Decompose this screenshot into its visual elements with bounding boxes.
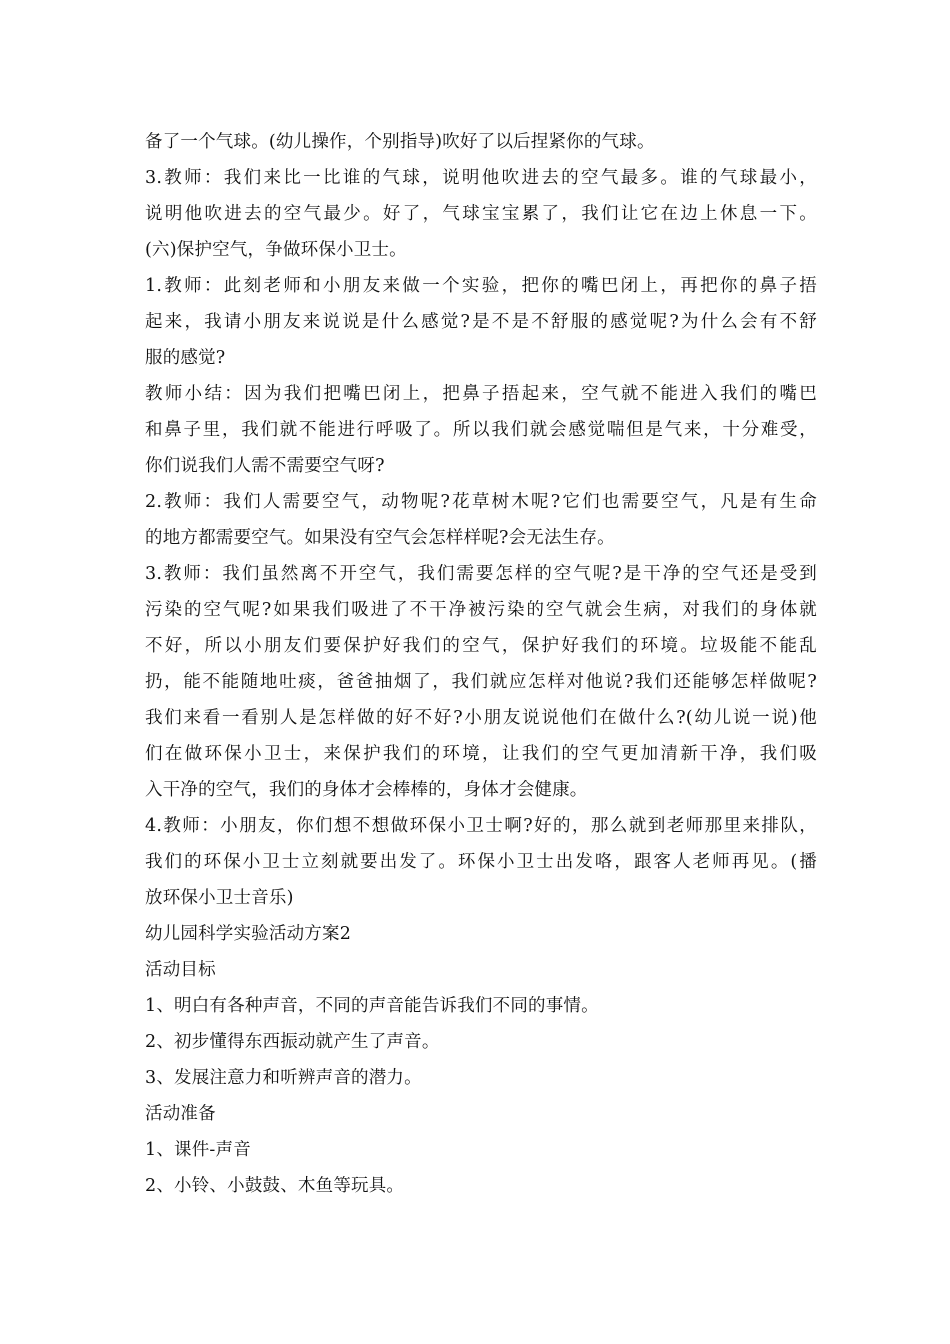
text-line: 4.教师：小朋友，你们想不想做环保小卫士啊?好的，那么就到老师那里来排队，	[145, 816, 817, 836]
text-line: 3.教师：我们虽然离不开空气，我们需要怎样的空气呢?是干净的空气还是受到	[145, 564, 817, 584]
text-line: 教师小结：因为我们把嘴巴闭上，把鼻子捂起来，空气就不能进入我们的嘴巴	[145, 384, 817, 404]
text-line: 污染的空气呢?如果我们吸进了不干净被污染的空气就会生病，对我们的身体就	[145, 600, 817, 620]
text-line: 说明他吹进去的空气最少。好了，气球宝宝累了，我们让它在边上休息一下。	[145, 204, 817, 224]
document-title: 幼儿园科学实验活动方案2	[145, 924, 352, 944]
text-line: 服的感觉?	[145, 348, 226, 368]
list-item: 1、明白有各种声音，不同的声音能告诉我们不同的事情。	[145, 996, 599, 1016]
text-line: 3.教师：我们来比一比谁的气球，说明他吹进去的空气最多。谁的气球最小，	[145, 168, 817, 188]
section-heading: 活动目标	[145, 960, 216, 980]
text-line: 入干净的空气，我们的身体才会棒棒的，身体才会健康。	[145, 780, 588, 800]
text-line: 1.教师：此刻老师和小朋友来做一个实验，把你的嘴巴闭上，再把你的鼻子捂	[145, 276, 817, 296]
list-item: 1、课件-声音	[145, 1140, 251, 1160]
text-line: 和鼻子里，我们就不能进行呼吸了。所以我们就会感觉喘但是气来，十分难受，	[145, 420, 817, 440]
text-line: 起来，我请小朋友来说说是什么感觉?是不是不舒服的感觉呢?为什么会有不舒	[145, 312, 817, 332]
document-body	[145, 124, 817, 1204]
text-line: 们在做环保小卫士，来保护我们的环境，让我们的空气更加清新干净，我们吸	[145, 744, 817, 764]
text-line: 放环保小卫士音乐)	[145, 888, 294, 908]
text-line: 我们的环保小卫士立刻就要出发了。环保小卫士出发咯，跟客人老师再见。(播	[145, 852, 817, 872]
list-item: 2、初步懂得东西振动就产生了声音。	[145, 1032, 440, 1052]
section-heading: 活动准备	[145, 1104, 216, 1124]
text-line: 备了一个气球。(幼儿操作，个别指导)吹好了以后捏紧你的气球。	[145, 132, 655, 152]
text-line: 不好，所以小朋友们要保护好我们的空气，保护好我们的环境。垃圾能不能乱	[145, 636, 817, 656]
list-item: 3、发展注意力和听辨声音的潜力。	[145, 1068, 422, 1088]
text-line: 2.教师：我们人需要空气，动物呢?花草树木呢?它们也需要空气，凡是有生命	[145, 492, 817, 512]
list-item: 2、小铃、小鼓鼓、木鱼等玩具。	[145, 1176, 405, 1196]
text-line: 扔，能不能随地吐痰，爸爸抽烟了，我们就应怎样对他说?我们还能够怎样做呢?	[145, 672, 817, 692]
section-heading: (六)保护空气，争做环保小卫士。	[145, 240, 407, 260]
text-line: 你们说我们人需不需要空气呀?	[145, 456, 385, 476]
text-line: 我们来看一看别人是怎样做的好不好?小朋友说说他们在做什么?(幼儿说一说)他	[145, 708, 817, 728]
text-line: 的地方都需要空气。如果没有空气会怎样样呢?会无法生存。	[145, 528, 615, 548]
